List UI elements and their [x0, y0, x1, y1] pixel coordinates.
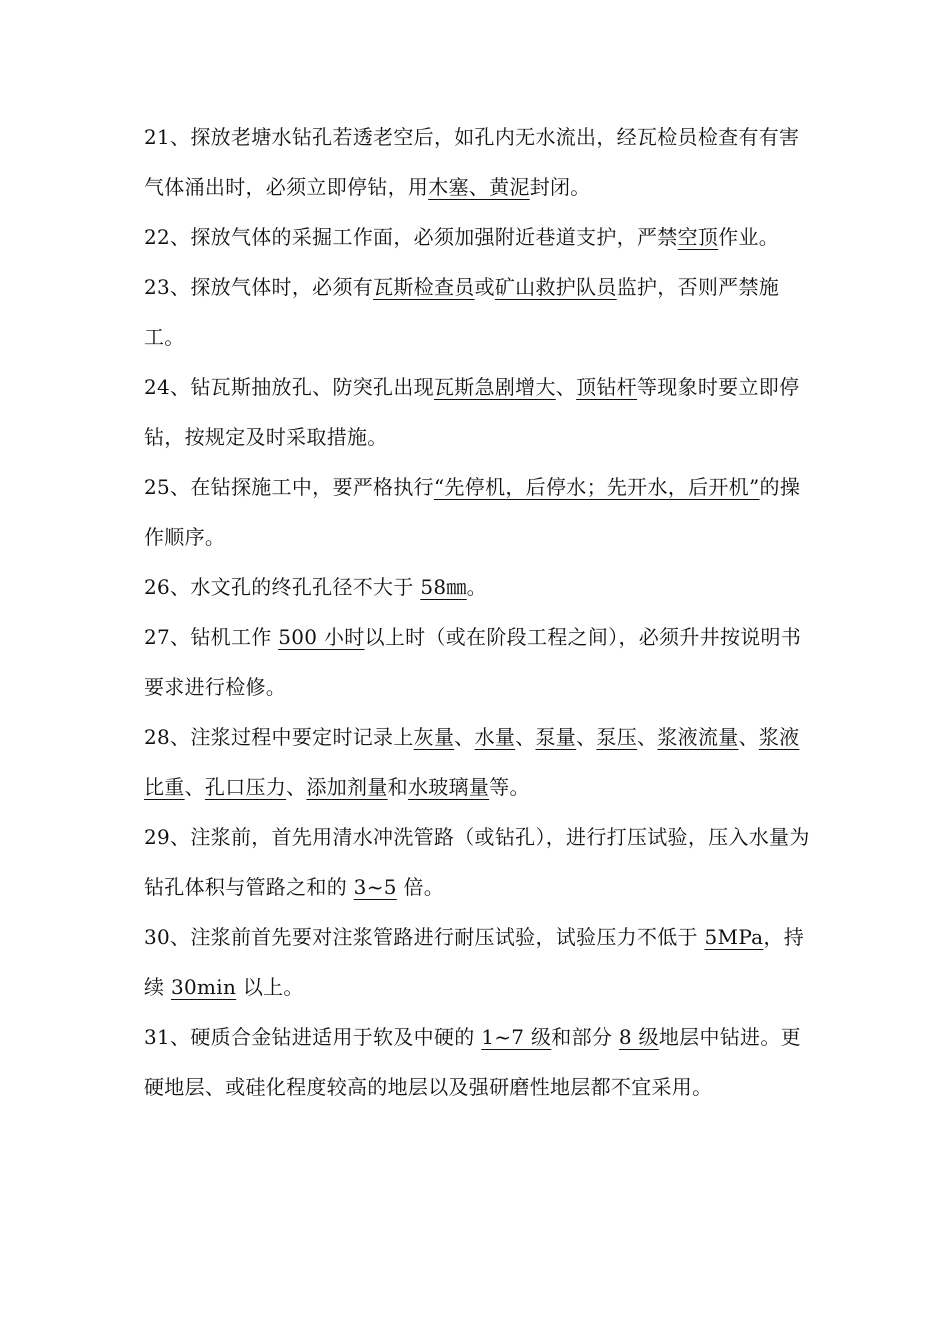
underlined-answer: 水玻璃量 [407, 775, 490, 799]
paragraph: 22、探放气体的采掘工作面，必须加强附近巷道支护，严禁空顶作业。 [144, 225, 780, 249]
paragraph: 31、硬质合金钻进适用于软及中硬的 1~7 级和部分 8 级地层中钻进。更硬地层、或硅化程度较高的地层以及强研磨性地层都不宜采用。 [144, 1025, 801, 1099]
paragraph: 28、注浆过程中要定时记录上灰量、水量、泵量、泵压、浆液流量、浆液比重、孔口压力、添加剂量和水玻璃量等。 [144, 725, 800, 799]
underlined-answer: 泵压 [596, 725, 638, 749]
underlined-answer: 浆液流量 [657, 725, 739, 749]
paragraph: 27、钻机工作 500 小时以上时（或在阶段工程之间），必须升井按说明书要求进行检修。 [144, 625, 802, 699]
underlined-answer: 瓦斯急剧增大 [433, 375, 556, 399]
underlined-answer: 孔口压力 [204, 775, 287, 799]
underlined-answer: 水量 [474, 725, 516, 749]
underlined-answer: 空顶 [677, 225, 719, 249]
paragraph: 29、注浆前，首先用清水冲洗管路（或钻孔），进行打压试验，压入水量为钻孔体积与管路之和的 3~5 倍。 [144, 825, 810, 899]
paragraph: 25、在钻探施工中，要严格执行“先停机，后停水；先开水，后开机”的操作顺序。 [144, 475, 801, 549]
paragraph: 21、探放老塘水钻孔若透老空后，如孔内无水流出，经瓦检员检查有有害气体涌出时，必须立即停钻，用木塞、黄泥封闭。 [144, 125, 800, 199]
underlined-answer: 1~7 级 [481, 1025, 552, 1049]
paragraph: 23、探放气体时，必须有瓦斯检查员或矿山救护队员监护，否则严禁施工。 [144, 275, 780, 349]
paragraph: 26、水文孔的终孔孔径不大于 58㎜。 [144, 575, 487, 599]
underlined-answer: 8 级 [618, 1025, 659, 1049]
paragraph: 30、注浆前首先要对注浆管路进行耐压试验，试验压力不低于 5MPa，持续 30min 以上。 [144, 925, 805, 999]
underlined-answer: 3~5 [353, 875, 397, 899]
underlined-answer: 添加剂量 [306, 775, 388, 799]
underlined-answer: 5MPa [704, 925, 764, 949]
underlined-answer: 58㎜ [420, 575, 467, 599]
underlined-answer: “先停机，后停水；先开水，后开机” [433, 475, 760, 499]
underlined-answer: 浆液比重 [144, 725, 800, 799]
underlined-answer: 灰量 [413, 725, 455, 749]
document-body [144, 112, 810, 1112]
underlined-answer: 泵量 [535, 725, 577, 749]
underlined-answer: 30min [170, 975, 237, 999]
underlined-answer: 500 小时 [278, 625, 365, 649]
underlined-answer: 顶钻杆 [576, 375, 637, 399]
underlined-answer: 瓦斯检查员 [373, 275, 475, 299]
underlined-answer: 矿山救护队员 [494, 275, 617, 299]
underlined-answer: 木塞、黄泥 [428, 175, 530, 199]
paragraph: 24、钻瓦斯抽放孔、防突孔出现瓦斯急剧增大、顶钻杆等现象时要立即停钻，按规定及时采取措施。 [144, 375, 800, 449]
